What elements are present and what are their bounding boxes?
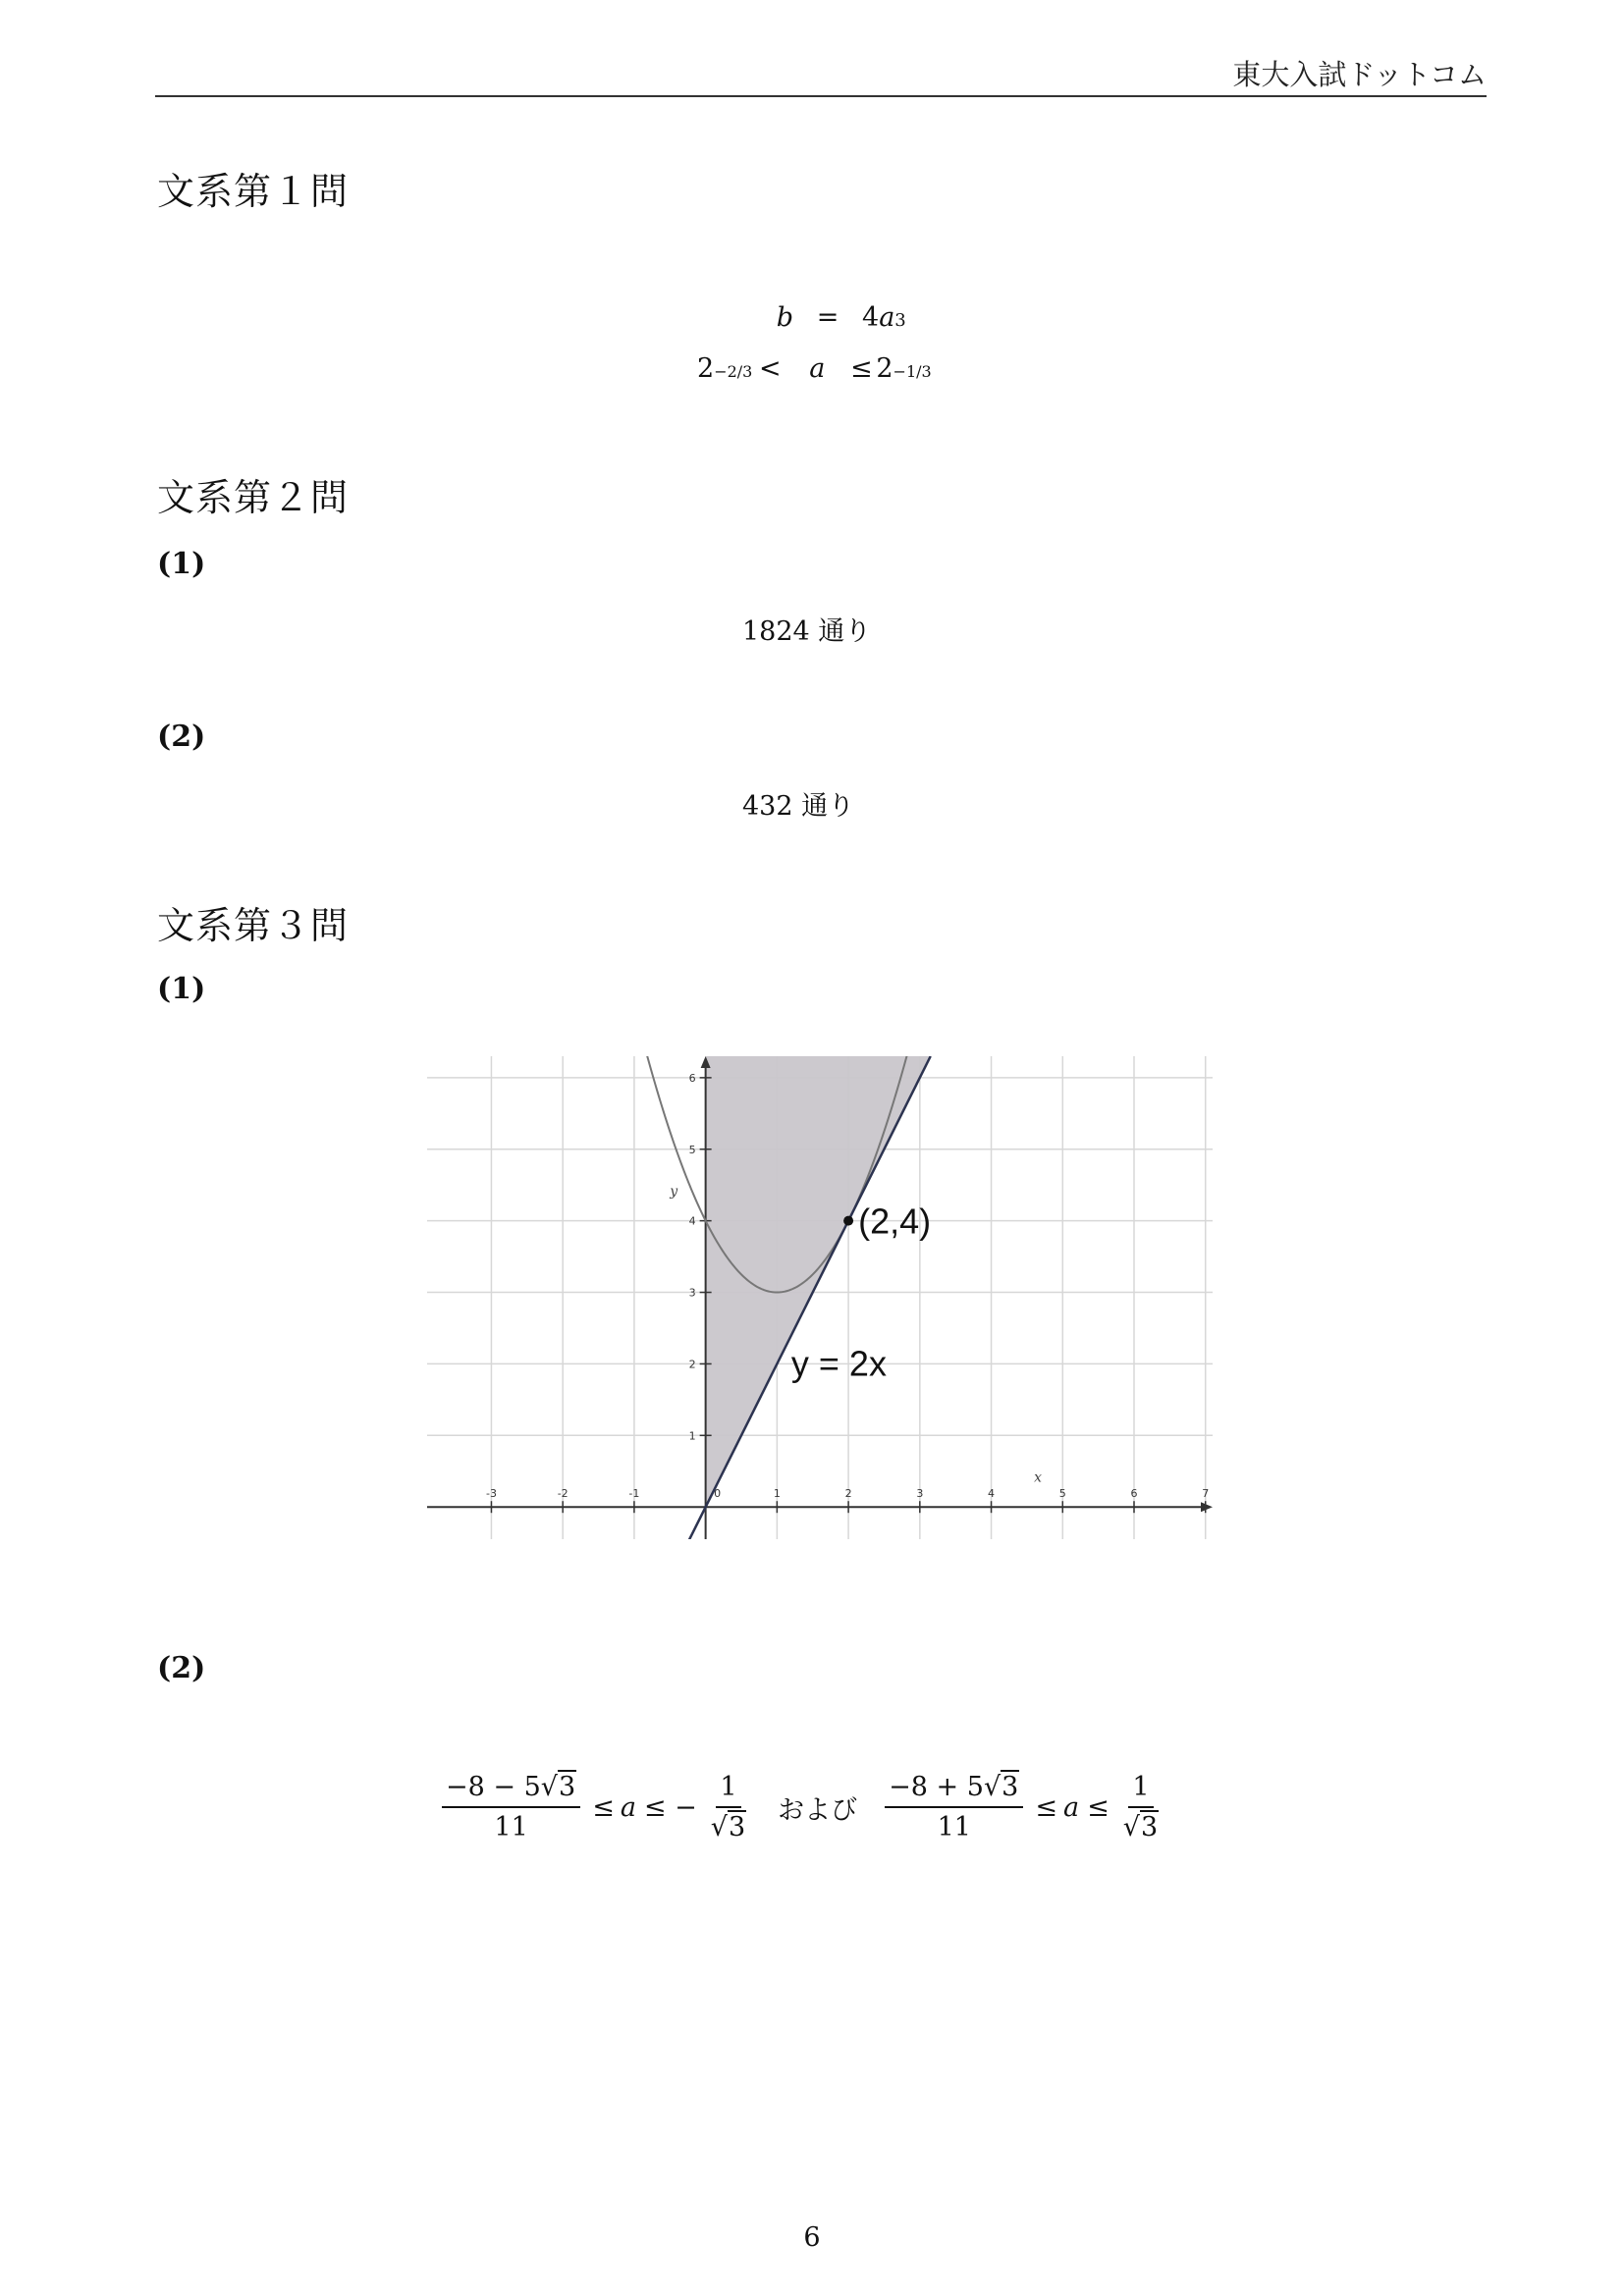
x-tick-label: 0 xyxy=(714,1487,722,1501)
q1-eq1-lhs: b xyxy=(776,302,793,333)
q3-frac1-num-prefix: −8 − 5 xyxy=(446,1772,541,1802)
q3-frac2-den-radicand: 3 xyxy=(728,1812,746,1842)
y-tick-label: 6 xyxy=(688,1071,696,1085)
q1-eq1-exp: 3 xyxy=(894,310,906,331)
q3-le-3: ≤ xyxy=(1035,1791,1057,1823)
q1-equation-2 xyxy=(697,353,932,384)
q1-eq2-var: a xyxy=(809,353,826,384)
q3-var-2: a xyxy=(1062,1791,1080,1823)
y-tick-label: 2 xyxy=(688,1358,696,1371)
q3-graph xyxy=(427,1056,1213,1539)
x-tick-label: 2 xyxy=(844,1487,852,1501)
x-tick-label: 5 xyxy=(1058,1487,1066,1501)
q3-frac1-num-radicand: 3 xyxy=(559,1772,576,1802)
q3-frac-4: $\frac{1}{√3}$ xyxy=(1122,1772,1159,1842)
y-axis-label: y xyxy=(670,1184,678,1201)
x-axis-arrow xyxy=(1201,1502,1213,1512)
q1-eq2-left-base: 2 xyxy=(697,353,715,384)
q2-part1-answer: 1824 通り xyxy=(742,616,872,647)
header-divider xyxy=(155,95,1487,97)
q3-var-1: a xyxy=(620,1791,636,1823)
x-tick-label: 4 xyxy=(988,1487,996,1501)
y-tick-label: 1 xyxy=(688,1429,696,1443)
q3-part1-label: (1) xyxy=(157,972,206,1006)
section-title-1: 文系第１問 xyxy=(157,170,350,213)
q1-eq2-right-base: 2 xyxy=(876,353,893,384)
q1-eq2-rel2: ≤ xyxy=(850,353,873,384)
x-tick-label: 7 xyxy=(1202,1487,1210,1501)
line-equation-label: y = 2x xyxy=(790,1343,887,1384)
graph-svg xyxy=(427,1056,1213,1539)
q3-le-1: ≤ xyxy=(592,1791,615,1823)
x-tick-label: -3 xyxy=(485,1487,497,1501)
q1-eq1-coef: 4 xyxy=(862,302,880,333)
q3-le-2: ≤ − xyxy=(643,1791,697,1823)
header-title: 東大入試ドットコム xyxy=(1232,58,1487,91)
q3-le-4: ≤ xyxy=(1087,1791,1110,1823)
q2-part1-label: (1) xyxy=(157,547,206,581)
q3-frac4-num: 1 xyxy=(1128,1772,1153,1808)
q3-frac3-den: 11 xyxy=(937,1812,971,1842)
x-tick-label: 1 xyxy=(773,1487,781,1501)
x-tick-label: -1 xyxy=(628,1487,640,1501)
q1-eq2-rel1: < xyxy=(759,353,782,384)
x-axis-label: x xyxy=(1034,1469,1043,1486)
section-title-2: 文系第２問 xyxy=(157,476,350,519)
q3-frac2-num: 1 xyxy=(716,1772,740,1808)
q3-frac-1: $\frac{-8 - 5√3}{11}$ xyxy=(442,1772,580,1842)
q1-eq2-right-exp: −1/3 xyxy=(893,362,932,381)
y-tick-label: 4 xyxy=(688,1214,696,1228)
y-tick-label: 5 xyxy=(688,1143,696,1156)
q1-eq2-left-exp-den: 3 xyxy=(742,362,753,381)
tangent-point xyxy=(843,1216,853,1226)
page-number: 6 xyxy=(803,2222,821,2253)
q1-eq2-right-exp-den: 3 xyxy=(921,362,932,381)
q3-frac1-den: 11 xyxy=(494,1812,528,1842)
q3-frac3-num-prefix: −8 + 5 xyxy=(889,1772,984,1802)
q1-eq1-rel: = xyxy=(816,302,839,333)
q2-part2-answer: 432 通り xyxy=(742,791,855,822)
section-title-3: 文系第３問 xyxy=(157,904,350,947)
q3-frac-3: $\frac{-8 + 5√3}{11}$ xyxy=(885,1772,1023,1842)
q1-eq2-right-exp-sign: − xyxy=(893,362,906,381)
q3-frac-2: $\frac{1}{√3}$ xyxy=(710,1772,746,1842)
tangent-point-label: (2,4) xyxy=(858,1201,932,1242)
x-tick-label: 3 xyxy=(916,1487,924,1501)
q3-frac4-den-radicand: 3 xyxy=(1140,1812,1159,1842)
q3-answer xyxy=(436,1772,1168,1842)
q1-equation-1 xyxy=(756,302,906,333)
q1-eq1-var: a xyxy=(879,302,895,333)
q3-conjunction: および xyxy=(778,1794,858,1826)
q1-eq2-left-exp-num: 2 xyxy=(727,362,737,381)
q1-eq2-right-exp-num: 1 xyxy=(905,362,917,381)
x-tick-label: -2 xyxy=(557,1487,568,1501)
q1-eq2-left-exp: −2/3 xyxy=(714,362,753,381)
q1-eq2-left-exp-sign: − xyxy=(714,362,728,381)
q2-part2-label: (2) xyxy=(157,720,206,754)
q3-frac3-num-radicand: 3 xyxy=(1001,1772,1019,1802)
x-tick-label: 6 xyxy=(1130,1487,1138,1501)
y-tick-label: 3 xyxy=(688,1286,696,1300)
q3-part2-label: (2) xyxy=(157,1651,206,1685)
